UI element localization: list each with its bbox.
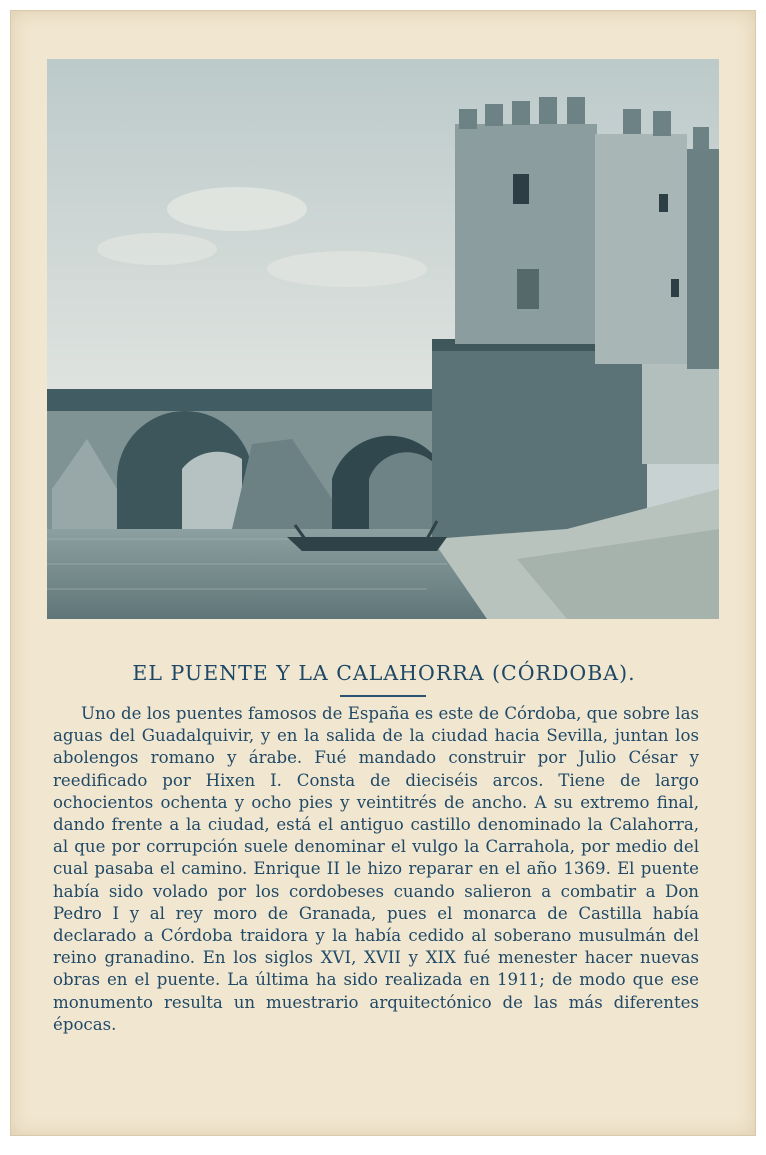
postcard-description: Uno de los puentes famosos de España es este de Córdoba, que sobre las aguas del Guadalquivir, y en la salida de la ciudad hacia Sevilla, juntan los abolengos romano y árabe. Fué mandado construir por Julio César y reedificado por Hixen I. Consta de dieciséis arcos. Tiene de largo ochocientos ochenta y ocho pies y veintitrés de ancho. A su extremo final, dando frente a la ciudad, está el antiguo castillo denominado la Calahorra, al que por corrupción suele denominar el vulgo la Carrahola, por medio del cual pasaba el camino. Enrique II le hizo reparar en el año 1369. El puente había sido volado por los cordobeses cuando salieron a combatir a Don Pedro I y al rey moro de Granada, pues el monarca de Castilla había declarado a Córdoba traidora y la había cedido al soberano musulmán del reino granadino. En los siglos XVI, XVII y XIX fué menester hacer nuevas obras en el puente. La última ha sido realizada en 1911; de modo que ese monumento resulta un muestrario arquitectónico de las más diferentes épocas. — [53, 704, 699, 1034]
title-divider — [340, 695, 426, 697]
bridge-photo — [47, 59, 719, 619]
postcard-title: EL PUENTE Y LA CALAHORRA (CÓRDOBA). — [132, 661, 636, 685]
postcard — [10, 10, 756, 1136]
bridge-photo-illustration — [47, 59, 719, 619]
